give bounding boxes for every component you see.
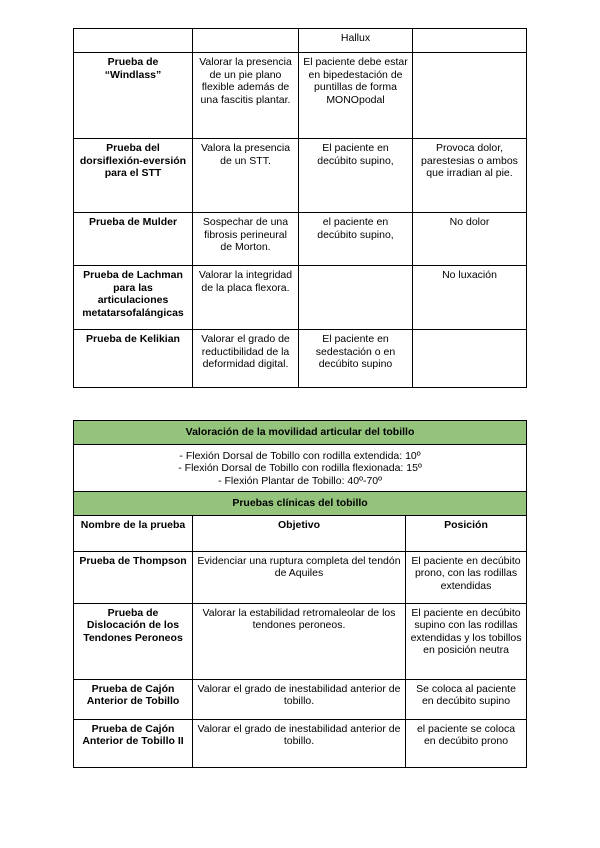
table-row	[74, 266, 527, 330]
result-cell: No dolor	[413, 213, 527, 266]
position-cell: Hallux	[299, 29, 413, 53]
column-header-name: Nombre de la prueba	[74, 515, 193, 551]
table-row	[74, 679, 527, 719]
position-cell: el paciente se coloca en decúbito prono	[406, 719, 527, 767]
test-name-cell: Prueba de Thompson	[74, 551, 193, 603]
column-header-objective: Objetivo	[193, 515, 406, 551]
section-header-row	[74, 421, 527, 445]
objective-cell: Valorar el grado de inestabilidad anterior de tobillo.	[193, 679, 406, 719]
table-row	[74, 213, 527, 266]
test-name-cell: Prueba de Mulder	[74, 213, 193, 266]
column-header-position: Posición	[406, 515, 527, 551]
position-cell: El paciente en decúbito prono, con las rodillas extendidas	[406, 551, 527, 603]
objective-cell: Valorar la estabilidad retromaleolar de los tendones peroneos.	[193, 603, 406, 679]
mobility-line: - Flexión Dorsal de Tobillo con rodilla extendida: 10º	[179, 449, 421, 462]
mobility-row	[74, 444, 527, 492]
table-row	[74, 29, 527, 53]
position-cell: El paciente en decúbito supino con las rodillas extendidas y los tobillos en posición neutra	[406, 603, 527, 679]
mobility-line: - Flexión Dorsal de Tobillo con rodilla flexionada: 15º	[178, 462, 422, 474]
objective-cell: Evidenciar una ruptura completa del tendón de Aquiles	[193, 551, 406, 603]
result-cell	[413, 53, 527, 139]
table-row	[74, 53, 527, 139]
objective-cell: Sospechar de una fibrosis perineural de Morton.	[193, 213, 299, 266]
result-cell: No luxación	[413, 266, 527, 330]
foot-tests-table	[73, 28, 527, 388]
table-row	[74, 551, 527, 603]
mobility-values	[74, 444, 527, 492]
objective-cell: Valorar el grado de reductibilidad de la deformidad digital.	[193, 330, 299, 388]
test-name-cell: Prueba de “Windlass”	[74, 53, 193, 139]
objective-cell: Valorar la presencia de un pie plano flexible además de una fascitis plantar.	[193, 53, 299, 139]
test-name-cell: Prueba de Cajón Anterior de Tobillo II	[74, 719, 193, 767]
test-name-cell: Prueba de Kelikian	[74, 330, 193, 388]
column-header-row	[74, 515, 527, 551]
result-cell	[413, 330, 527, 388]
position-cell: el paciente en decúbito supino,	[299, 213, 413, 266]
objective-cell: Valorar la integridad de la placa flexora.	[193, 266, 299, 330]
test-name-cell: Prueba de Lachman para las articulaciones metatarsofalángicas	[74, 266, 193, 330]
section-header-row	[74, 492, 527, 516]
table-row	[74, 330, 527, 388]
result-cell	[413, 29, 527, 53]
test-name-cell: Prueba del dorsiflexión-eversión para el STT	[74, 139, 193, 213]
table-row	[74, 719, 527, 767]
ankle-tests-table	[73, 420, 527, 768]
position-cell	[299, 266, 413, 330]
table-row	[74, 139, 527, 213]
position-cell: El paciente en sedestación o en decúbito supino	[299, 330, 413, 388]
test-name-cell	[74, 29, 193, 53]
position-cell: El paciente debe estar en bipedestación de puntillas de forma MONOpodal	[299, 53, 413, 139]
section-title: Valoración de la movilidad articular del tobillo	[74, 421, 527, 445]
section-subtitle: Pruebas clínicas del tobillo	[74, 492, 527, 516]
table-row	[74, 603, 527, 679]
result-cell: Provoca dolor, parestesias o ambos que irradian al pie.	[413, 139, 527, 213]
objective-cell: Valorar el grado de inestabilidad anterior de tobillo.	[193, 719, 406, 767]
position-cell: Se coloca al paciente en decúbito supino	[406, 679, 527, 719]
objective-cell: Valora la presencia de un STT.	[193, 139, 299, 213]
mobility-line: - Flexión Plantar de Tobillo: 40º-70º	[218, 474, 382, 487]
position-cell: El paciente en decúbito supino,	[299, 139, 413, 213]
test-name-cell: Prueba de Cajón Anterior de Tobillo	[74, 679, 193, 719]
objective-cell	[193, 29, 299, 53]
test-name-cell: Prueba de Dislocación de los Tendones Peroneos	[74, 603, 193, 679]
